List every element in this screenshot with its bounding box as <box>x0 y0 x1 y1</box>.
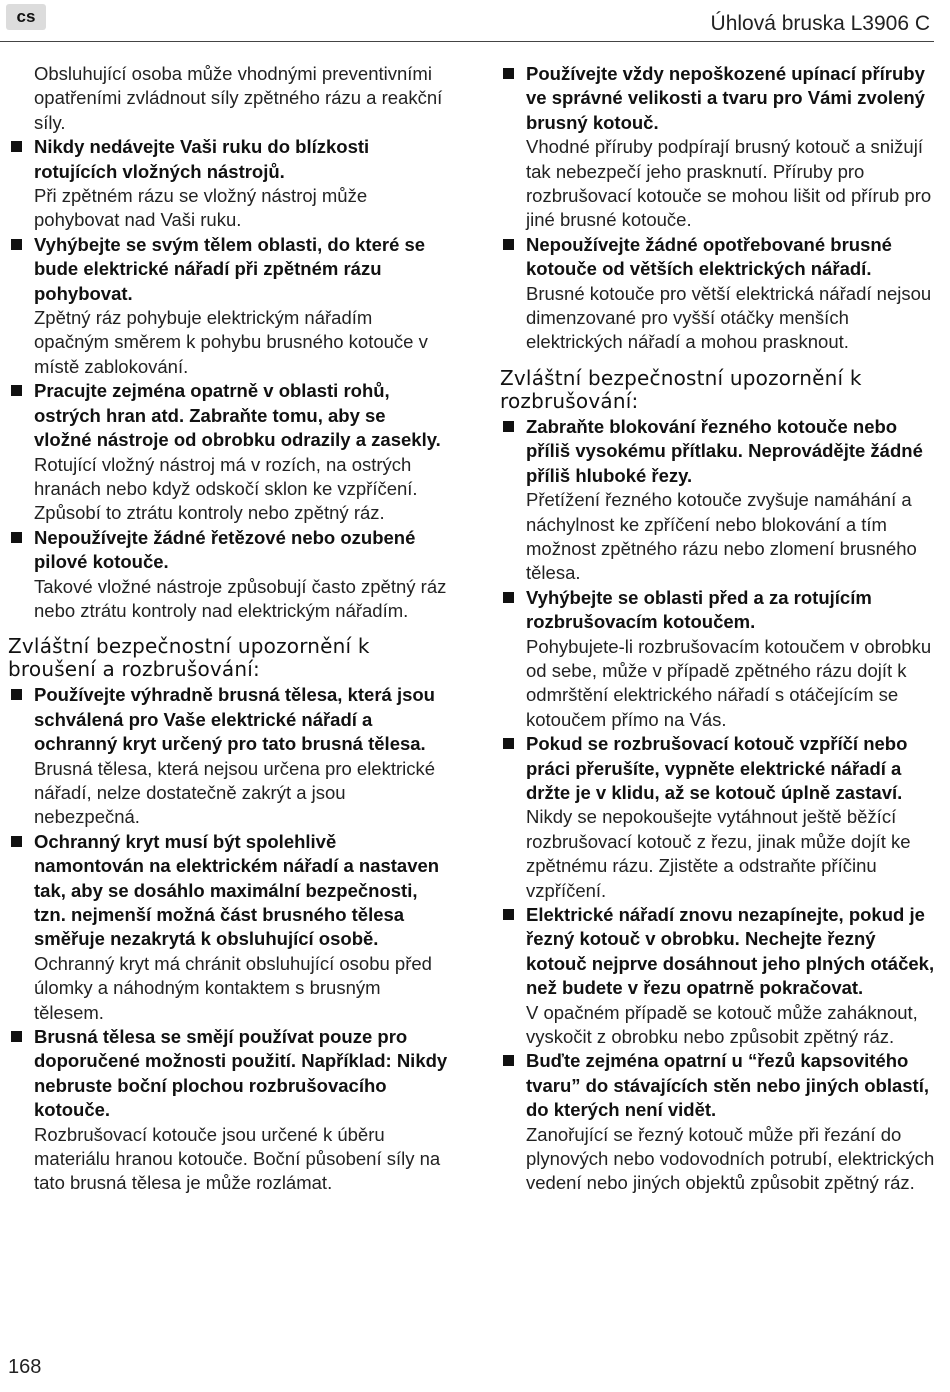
warning-text: Rozbrušovací kotouče jsou určené k úběru materiálu hranou kotouče. Boční působení síly na tato brusná tělesa je může rozlámat. <box>34 1123 441 1194</box>
square-bullet-icon <box>503 239 514 250</box>
warning-text: Rotující vložný nástroj má v rozích, na ostrých hranách nebo když odskočí sklon ke vzpříčení. Způsobí to ztrátu kontroly nebo zpětný ráz. <box>34 453 418 524</box>
warning-text: Zpětný ráz pohybuje elektrickým nářadím opačným směrem k pohybu brusného kotouče v místě zablokování. <box>34 307 428 377</box>
warning-item <box>500 1049 940 1195</box>
intro-paragraph: Obsluhující osoba může vhodnými preventivními opatřeními zvládnout síly zpětného rázu a reakční síly. <box>34 63 443 133</box>
warning-item <box>500 732 940 903</box>
warning-item <box>500 62 940 233</box>
warning-item <box>8 830 448 1025</box>
left-column <box>8 62 448 1196</box>
section-heading-grinding: Zvláštní bezpečnostní upozornění k broušení a rozbrušování: <box>8 634 370 682</box>
warning-item <box>8 379 448 525</box>
warning-title: Brusná tělesa se smějí používat pouze pro doporučené možnosti použití. Například: Nikdy nebruste boční plochou rozbrušovacího kotouče. <box>34 1026 448 1121</box>
warning-text: Takové vložné nástroje způsobují často zpětný ráz nebo ztrátu kontroly nad elektrickým nářadím. <box>34 575 447 621</box>
warning-title: Nikdy nedávejte Vaši ruku do blízkosti rotujících vložných nástrojů. <box>34 136 370 182</box>
warning-title: Vyhýbejte se svým tělem oblasti, do které se bude elektrické nářadí při zpětném rázu pohybovat. <box>34 233 426 304</box>
warning-title: Elektrické nářadí znovu nezapínejte, pokud je řezný kotouč v obrobku. Nechejte řezný kotouč nejprve dosáhnout jeho plných otáček, než budete v řezu opatrně pokračovat. <box>526 904 935 999</box>
square-bullet-icon <box>11 239 22 250</box>
square-bullet-icon <box>503 592 514 603</box>
page-number: 168 <box>8 1356 42 1378</box>
square-bullet-icon <box>503 1055 514 1066</box>
square-bullet-icon <box>503 421 514 432</box>
warning-text: Brusné kotouče pro větší elektrická nářadí nejsou dimenzované pro vyšší otáčky menších elektrických nářadí a mohou prasknout. <box>526 282 932 353</box>
warning-item <box>500 903 940 1049</box>
warning-title: Pokud se rozbrušovací kotouč vzpříčí nebo práci přerušíte, vypněte elektrické nářadí a držte je v klidu, až se kotouč úplně zastaví. <box>526 733 908 803</box>
square-bullet-icon <box>11 836 22 847</box>
warning-item <box>8 683 448 829</box>
warning-text: Vhodné příruby podpírají brusný kotouč a snižují tak nebezpečí jeho prasknutí. Příruby pro rozbrušovací kotouče se mohou lišit od přírub pro jiné brusné kotouče. <box>526 136 932 231</box>
warning-text: Brusná tělesa, která nejsou určena pro elektrické nářadí, nelze dostatečně zakrýt a jsou nebezpečná. <box>34 757 436 828</box>
warning-item <box>500 415 940 586</box>
square-bullet-icon <box>11 141 22 152</box>
warning-title: Používejte vždy nepoškozené upínací příruby ve správné velikosti a tvaru pro Vámi zvolený brusný kotouč. <box>526 63 925 133</box>
warning-title: Nepoužívejte žádné řetězové nebo ozubené pilové kotouče. <box>34 526 416 573</box>
section-heading-cutting: Zvláštní bezpečnostní upozornění k rozbrušování: <box>500 365 862 413</box>
square-bullet-icon <box>11 532 22 543</box>
warning-item <box>8 1025 448 1196</box>
document-title: Úhlová bruska L3906 C <box>710 12 930 35</box>
square-bullet-icon <box>503 68 514 79</box>
square-bullet-icon <box>503 909 514 920</box>
square-bullet-icon <box>11 385 22 396</box>
warning-text: Ochranný kryt má chránit obsluhující osobu před úlomky a náhodným kontaktem s brusným tělesem. <box>34 952 432 1023</box>
warning-text: Při zpětném rázu se vložný nástroj může pohybovat nad Vaši ruku. <box>34 185 368 231</box>
header-divider <box>0 41 934 42</box>
square-bullet-icon <box>503 738 514 749</box>
square-bullet-icon <box>11 1031 22 1042</box>
warning-title: Používejte výhradně brusná tělesa, která jsou schválená pro Vaše elektrické nářadí a ochranný kryt určený pro tato brusná tělesa. <box>34 684 435 755</box>
warning-title: Ochranný kryt musí být spolehlivě namontován na elektrickém nářadí a nastaven tak, aby se dosáhlo maximální bezpečnosti, tzn. nejmenší možná část brusného tělesa směřuje nezakrytá k obsluhující osobě. <box>34 830 440 950</box>
warning-text: Zanořující se řezný kotouč může při řezání do plynových nebo vodovodních potrubí, elektrických vedení nebo jiných objektů způsobit zpětný ráz. <box>526 1123 935 1194</box>
warning-text: V opačném případě se kotouč může zaháknout, vyskočit z obrobku nebo způsobit zpětný ráz. <box>526 1001 918 1048</box>
warning-title: Nepoužívejte žádné opotřebované brusné kotouče od větších elektrických nářadí. <box>526 233 892 280</box>
right-column <box>500 62 940 1196</box>
warning-title: Buďte zejména opatrní u “řezů kapsovitého tvaru” do stávajících stěn nebo jiných oblastí, do kterých není vidět. <box>526 1050 929 1121</box>
warning-title: Vyhýbejte se oblasti před a za rotujícím rozbrušovacím kotoučem. <box>526 586 872 633</box>
warning-text: Pohybujete-li rozbrušovacím kotoučem v obrobku od sebe, může v případě zpětného rázu dojít k odmrštění elektrického nářadí s otáčejícím se kotoučem přímo na Vás. <box>526 635 932 730</box>
warning-item <box>500 233 940 355</box>
warning-item <box>500 586 940 732</box>
square-bullet-icon <box>11 689 22 700</box>
warning-item <box>8 233 448 379</box>
warning-item <box>8 135 448 233</box>
warning-text: Přetížení řezného kotouče zvyšuje namáhání a náchylnost ke zpříčení nebo blokování a tím možnost zpětného rázu nebo zlomení brusného tělesa. <box>526 489 917 584</box>
warning-item <box>8 526 448 624</box>
language-badge: cs <box>6 4 46 30</box>
warning-title: Pracujte zejména opatrně v oblasti rohů, ostrých hran atd. Zabraňte tomu, aby se vložné nástroje od obrobku odrazily a zasekly. <box>34 380 441 451</box>
warning-text: Nikdy se nepokoušejte vytáhnout ještě běžící rozbrušovací kotouč z řezu, jinak může dojít ke zpětnému rázu. Zjistěte a odstraňte příčinu vzpříčení. <box>526 806 911 901</box>
warning-title: Zabraňte blokování řezného kotouče nebo příliš vysokému přítlaku. Neprovádějte žádné příliš hluboké řezy. <box>526 415 923 486</box>
